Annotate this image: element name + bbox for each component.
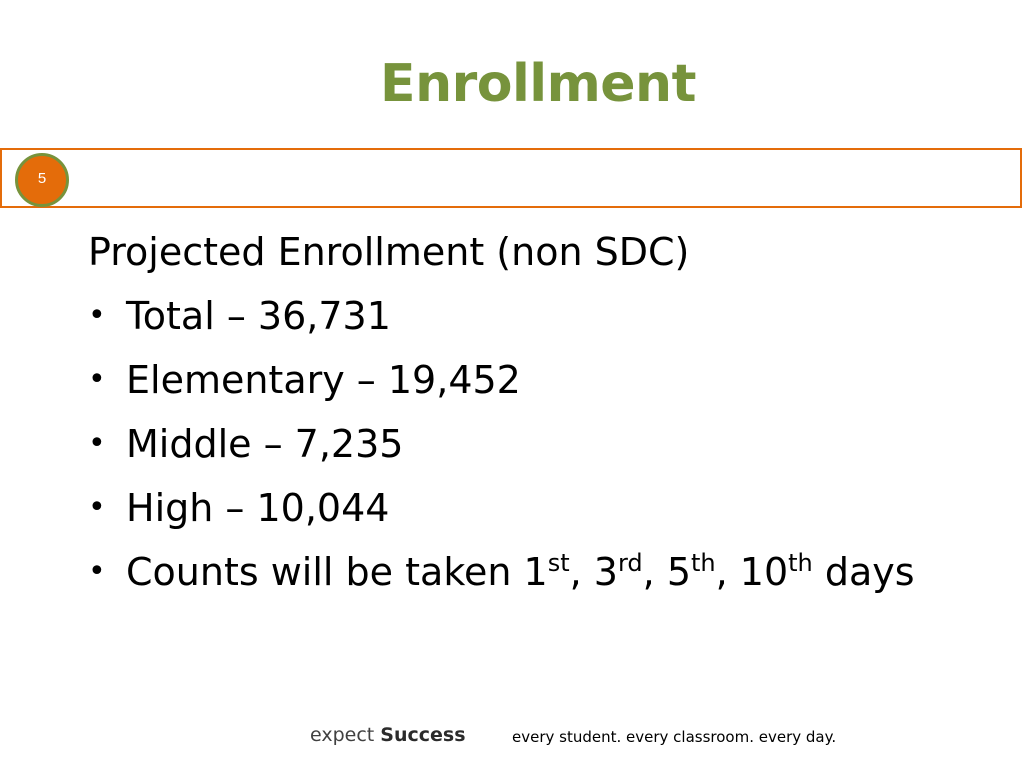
counts-suffix: days bbox=[812, 550, 915, 594]
bullet-icon: • bbox=[88, 298, 106, 333]
counts-sup-3: th bbox=[691, 549, 716, 577]
list-item bbox=[88, 412, 1008, 476]
brand-text-light: expect bbox=[310, 724, 381, 746]
brand-text-bold: Success bbox=[380, 724, 466, 746]
slide-number-badge bbox=[15, 153, 69, 207]
bullet-middle: Middle – 7,235 bbox=[126, 422, 404, 466]
footer-tagline: every student. every classroom. every day. bbox=[512, 728, 837, 746]
header-band bbox=[0, 148, 1022, 208]
footer-brand-logo bbox=[310, 724, 466, 746]
list-item bbox=[88, 476, 1008, 540]
counts-mid-2: , 5 bbox=[642, 550, 691, 594]
bullet-high: High – 10,044 bbox=[126, 486, 390, 530]
counts-sup-1: st bbox=[547, 549, 570, 577]
bullet-icon: • bbox=[88, 362, 106, 397]
counts-mid-1: , 3 bbox=[569, 550, 618, 594]
list-item bbox=[88, 540, 1008, 604]
counts-prefix: Counts will be taken 1 bbox=[126, 550, 548, 594]
enrollment-heading: Projected Enrollment (non SDC) bbox=[88, 230, 690, 274]
list-item bbox=[88, 284, 1008, 348]
counts-sup-4: th bbox=[788, 549, 813, 577]
bullet-total: Total – 36,731 bbox=[126, 294, 391, 338]
slide-title: Enrollment bbox=[380, 54, 696, 114]
bullet-list bbox=[88, 284, 1008, 604]
bullet-icon: • bbox=[88, 490, 106, 525]
bullet-icon: • bbox=[88, 554, 106, 589]
bullet-icon: • bbox=[88, 426, 106, 461]
counts-sup-2: rd bbox=[617, 549, 643, 577]
bullet-counts bbox=[126, 550, 915, 594]
bullet-elementary: Elementary – 19,452 bbox=[126, 358, 521, 402]
slide-number: 5 bbox=[37, 169, 47, 187]
counts-mid-3: , 10 bbox=[715, 550, 789, 594]
slide-body bbox=[88, 220, 1008, 604]
list-item bbox=[88, 348, 1008, 412]
